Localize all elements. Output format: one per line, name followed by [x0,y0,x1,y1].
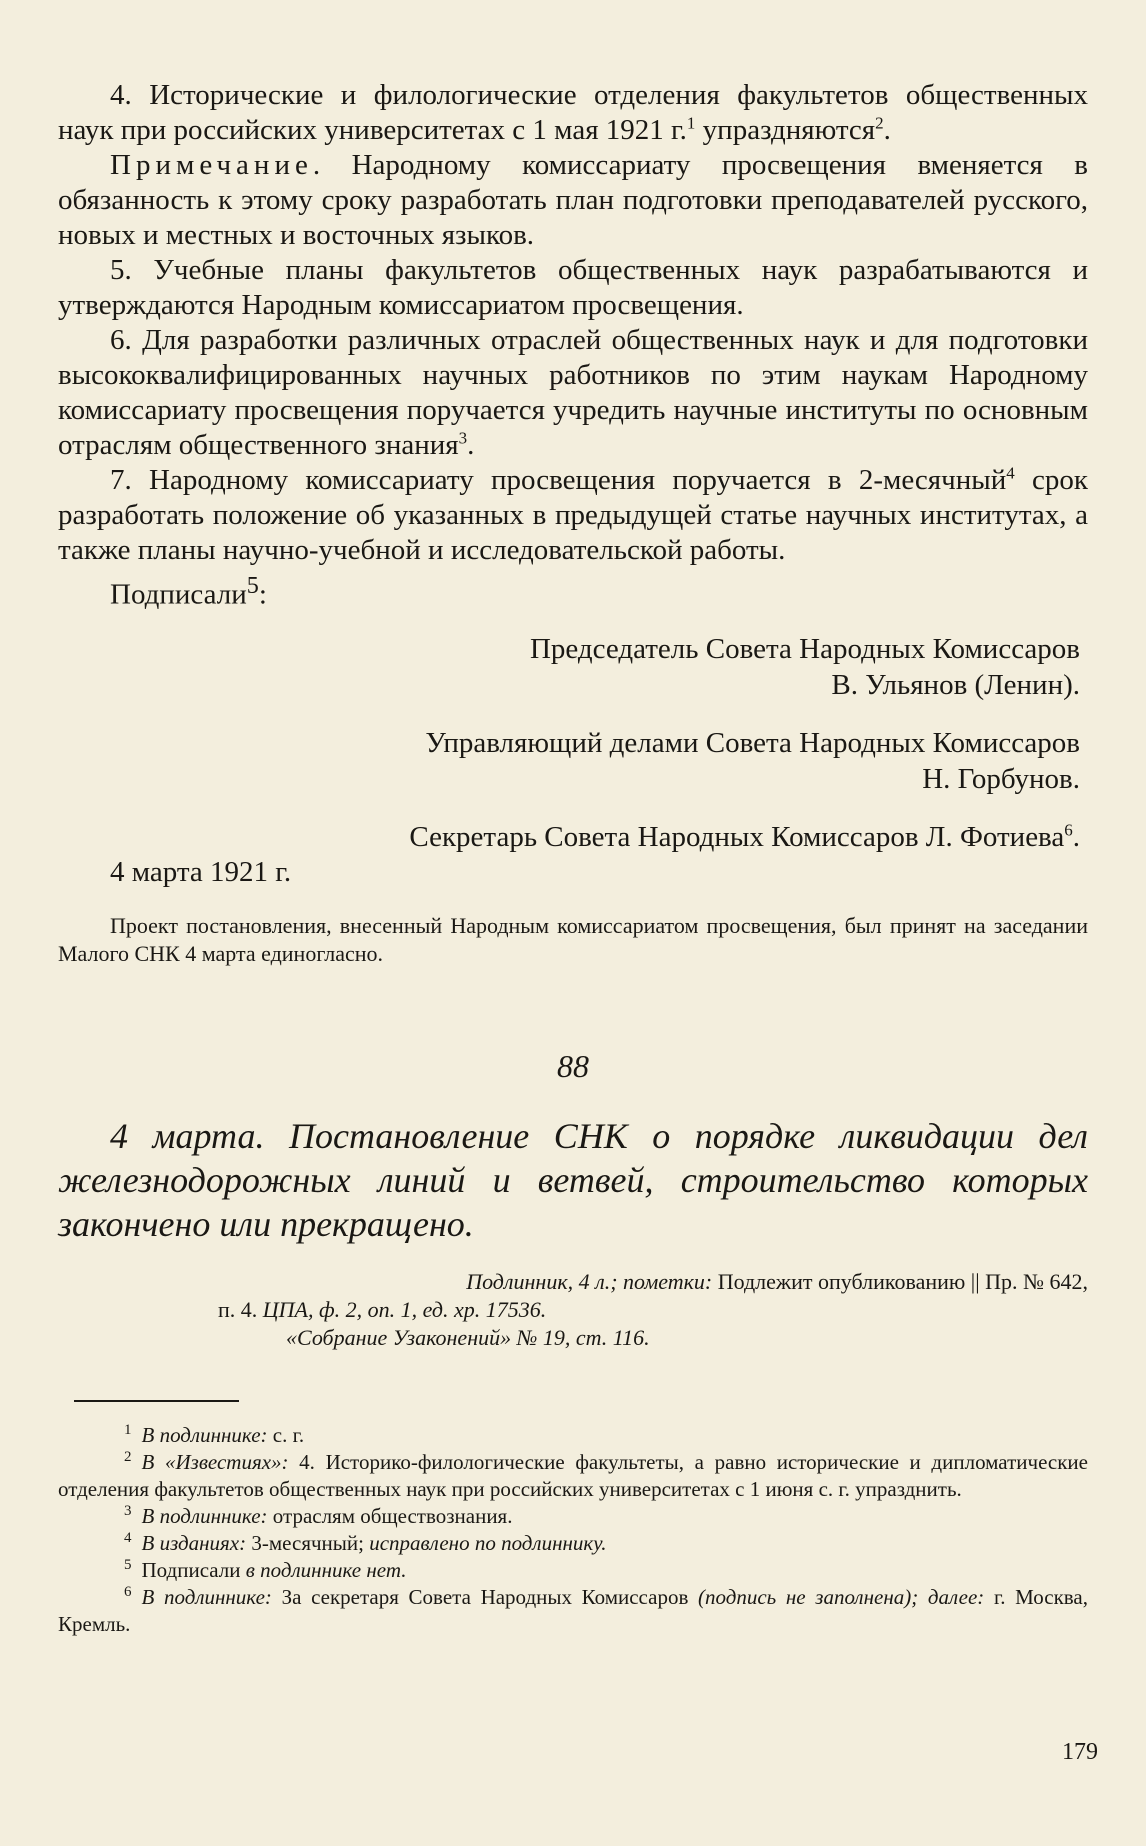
source-line-1-italic: Подлинник, 4 л.; пометки: [466,1268,713,1294]
paragraph-4-text: 4. Исторические и филологические отделения факультетов общественных наук при российских университетах с 1 мая 1921 г. [58,79,1088,146]
note-text: . Народному комиссариату просвещения вменяется в обязанность к этому сроку разработать план подготовки преподавателей русского, новых и местных и восточных языков. [58,149,1088,251]
footnote-6-text: За секретаря Совета Народных Комиссаров [271,1584,698,1609]
signature-spacer-2 [58,797,1088,819]
footnote-3-italic: В подлиннике: [141,1503,268,1528]
footnote-3 [58,1503,1088,1530]
source-line-1 [58,1268,1088,1296]
signed-end: : [258,578,267,611]
document-page [58,78,1088,1638]
source-line-2 [58,1296,1088,1324]
manager-name: Н. Горбунов. [922,762,1080,795]
paragraph-6-end: . [467,429,475,461]
paragraph-6-text: 6. Для разработки различных отраслей общественных наук и для подготовки высококвалифицированных научных работников по этим наукам Народному комиссариату просвещения поручается учредить научные институты по основным отраслям общественного знания [58,324,1088,461]
footnote-divider [74,1400,239,1402]
source-line-1-plain: Подлежит опубликованию || Пр. № 642, [712,1268,1088,1294]
footnote-6-text-2: г. Москва, Кремль. [58,1584,1089,1636]
footnote-ref-2[interactable]: 2 [875,113,884,133]
footnote-4-italic-2: исправлено по подлиннику. [369,1530,607,1555]
footnote-ref-3[interactable]: 3 [458,428,468,448]
editorial-note: Проект постановления, внесенный Народным комиссариатом просвещения, был принят на заседании Малого СНК 4 марта единогласно. [58,912,1088,966]
secretary-line [58,819,1088,855]
signed-line [110,568,1088,613]
paragraph-5: 5. Учебные планы факультетов общественных наук разрабатываются и утверждаются Народным комиссариатом просвещения. [58,254,1088,321]
footnote-3-mark: 3 [124,1502,132,1519]
footnote-5-italic: в подлиннике нет. [245,1557,407,1582]
footnote-ref-5[interactable]: 5 [246,572,259,599]
chair-name: В. Ульянов (Ленин). [831,668,1080,701]
paragraph-7-text: 7. Народному комиссариату просвещения поручается в 2-месячный [110,464,1007,496]
paragraph-4-tail: упраздняются [695,114,876,146]
source-reference [58,1268,1088,1352]
document-number: 88 [557,1047,589,1084]
document-title: 4 марта. Постановление СНК о порядке ликвидации дел железнодорожных линий и ветвей, строительство которых закончено или прекращено. [58,1115,1088,1244]
signature-spacer [58,703,1088,725]
footnote-3-text: отраслям обществознания. [267,1503,513,1528]
footnote-1-text: с. г. [267,1422,305,1447]
footnote-2-italic: В «Известиях»: [141,1449,289,1474]
chair-title: Председатель Совета Народных Комиссаров [529,632,1080,665]
footnote-ref-1[interactable]: 1 [686,113,696,133]
footnote-4-mark: 4 [124,1529,132,1546]
secretary-end: . [1072,820,1080,853]
footnotes [58,1422,1088,1638]
footnote-6-mark: 6 [124,1583,132,1600]
footnote-2 [58,1449,1088,1503]
paragraph-6 [58,323,1088,463]
footnote-2-mark: 2 [124,1448,132,1465]
source-line-2-plain: п. 4. [218,1296,263,1322]
footnote-4 [58,1530,1088,1557]
paragraph-4-end: . [883,114,891,146]
source-line-2-italic: ЦПА, ф. 2, оп. 1, ед. хр. 17536. [262,1296,547,1322]
footnote-5-mark: 5 [124,1556,132,1573]
signed-label: Подписали [110,578,247,611]
manager-title: Управляющий делами Совета Народных Комиссаров [425,726,1080,759]
footnote-1-italic: В подлиннике: [141,1422,268,1447]
footnote-2-text: 4. Историко-филологические факультеты, а равно исторические и дипломатические отделения факультетов общественных наук при российских университетах с 1 июня с. г. упразднить. [58,1449,1088,1501]
footnote-ref-4[interactable]: 4 [1006,463,1015,483]
paragraph-7-tail: срок разработать положение об указанных в предыдущей статье научных институтах, а также планы научно-учебной и исследовательской работы. [58,464,1088,566]
source-line-3: «Собрание Узаконений» № 19, ст. 116. [286,1324,650,1350]
footnote-6-italic: В подлиннике: [141,1584,272,1609]
footnote-6-italic-2: (подпись не заполнена); далее: [698,1584,985,1609]
document-date: 4 марта 1921 г. [110,855,292,888]
footnote-1 [58,1422,1088,1449]
page-number: 179 [1062,1739,1098,1765]
footnote-6 [58,1584,1088,1638]
footnote-1-mark: 1 [124,1421,132,1438]
paragraph-7 [58,463,1088,568]
paragraph-note [58,148,1088,253]
footnote-5-text: Подписали [141,1557,246,1582]
footnote-4-italic: В изданиях: [141,1530,247,1555]
note-label: Примечание [110,149,313,181]
footnote-ref-6[interactable]: 6 [1064,820,1073,839]
footnote-4-text: 3-месячный; [246,1530,370,1555]
signature-block [58,631,1088,855]
footnote-5 [58,1557,1088,1584]
secretary-text: Секретарь Совета Народных Комиссаров Л. Фотиева [409,820,1065,853]
paragraph-4 [58,78,1088,148]
